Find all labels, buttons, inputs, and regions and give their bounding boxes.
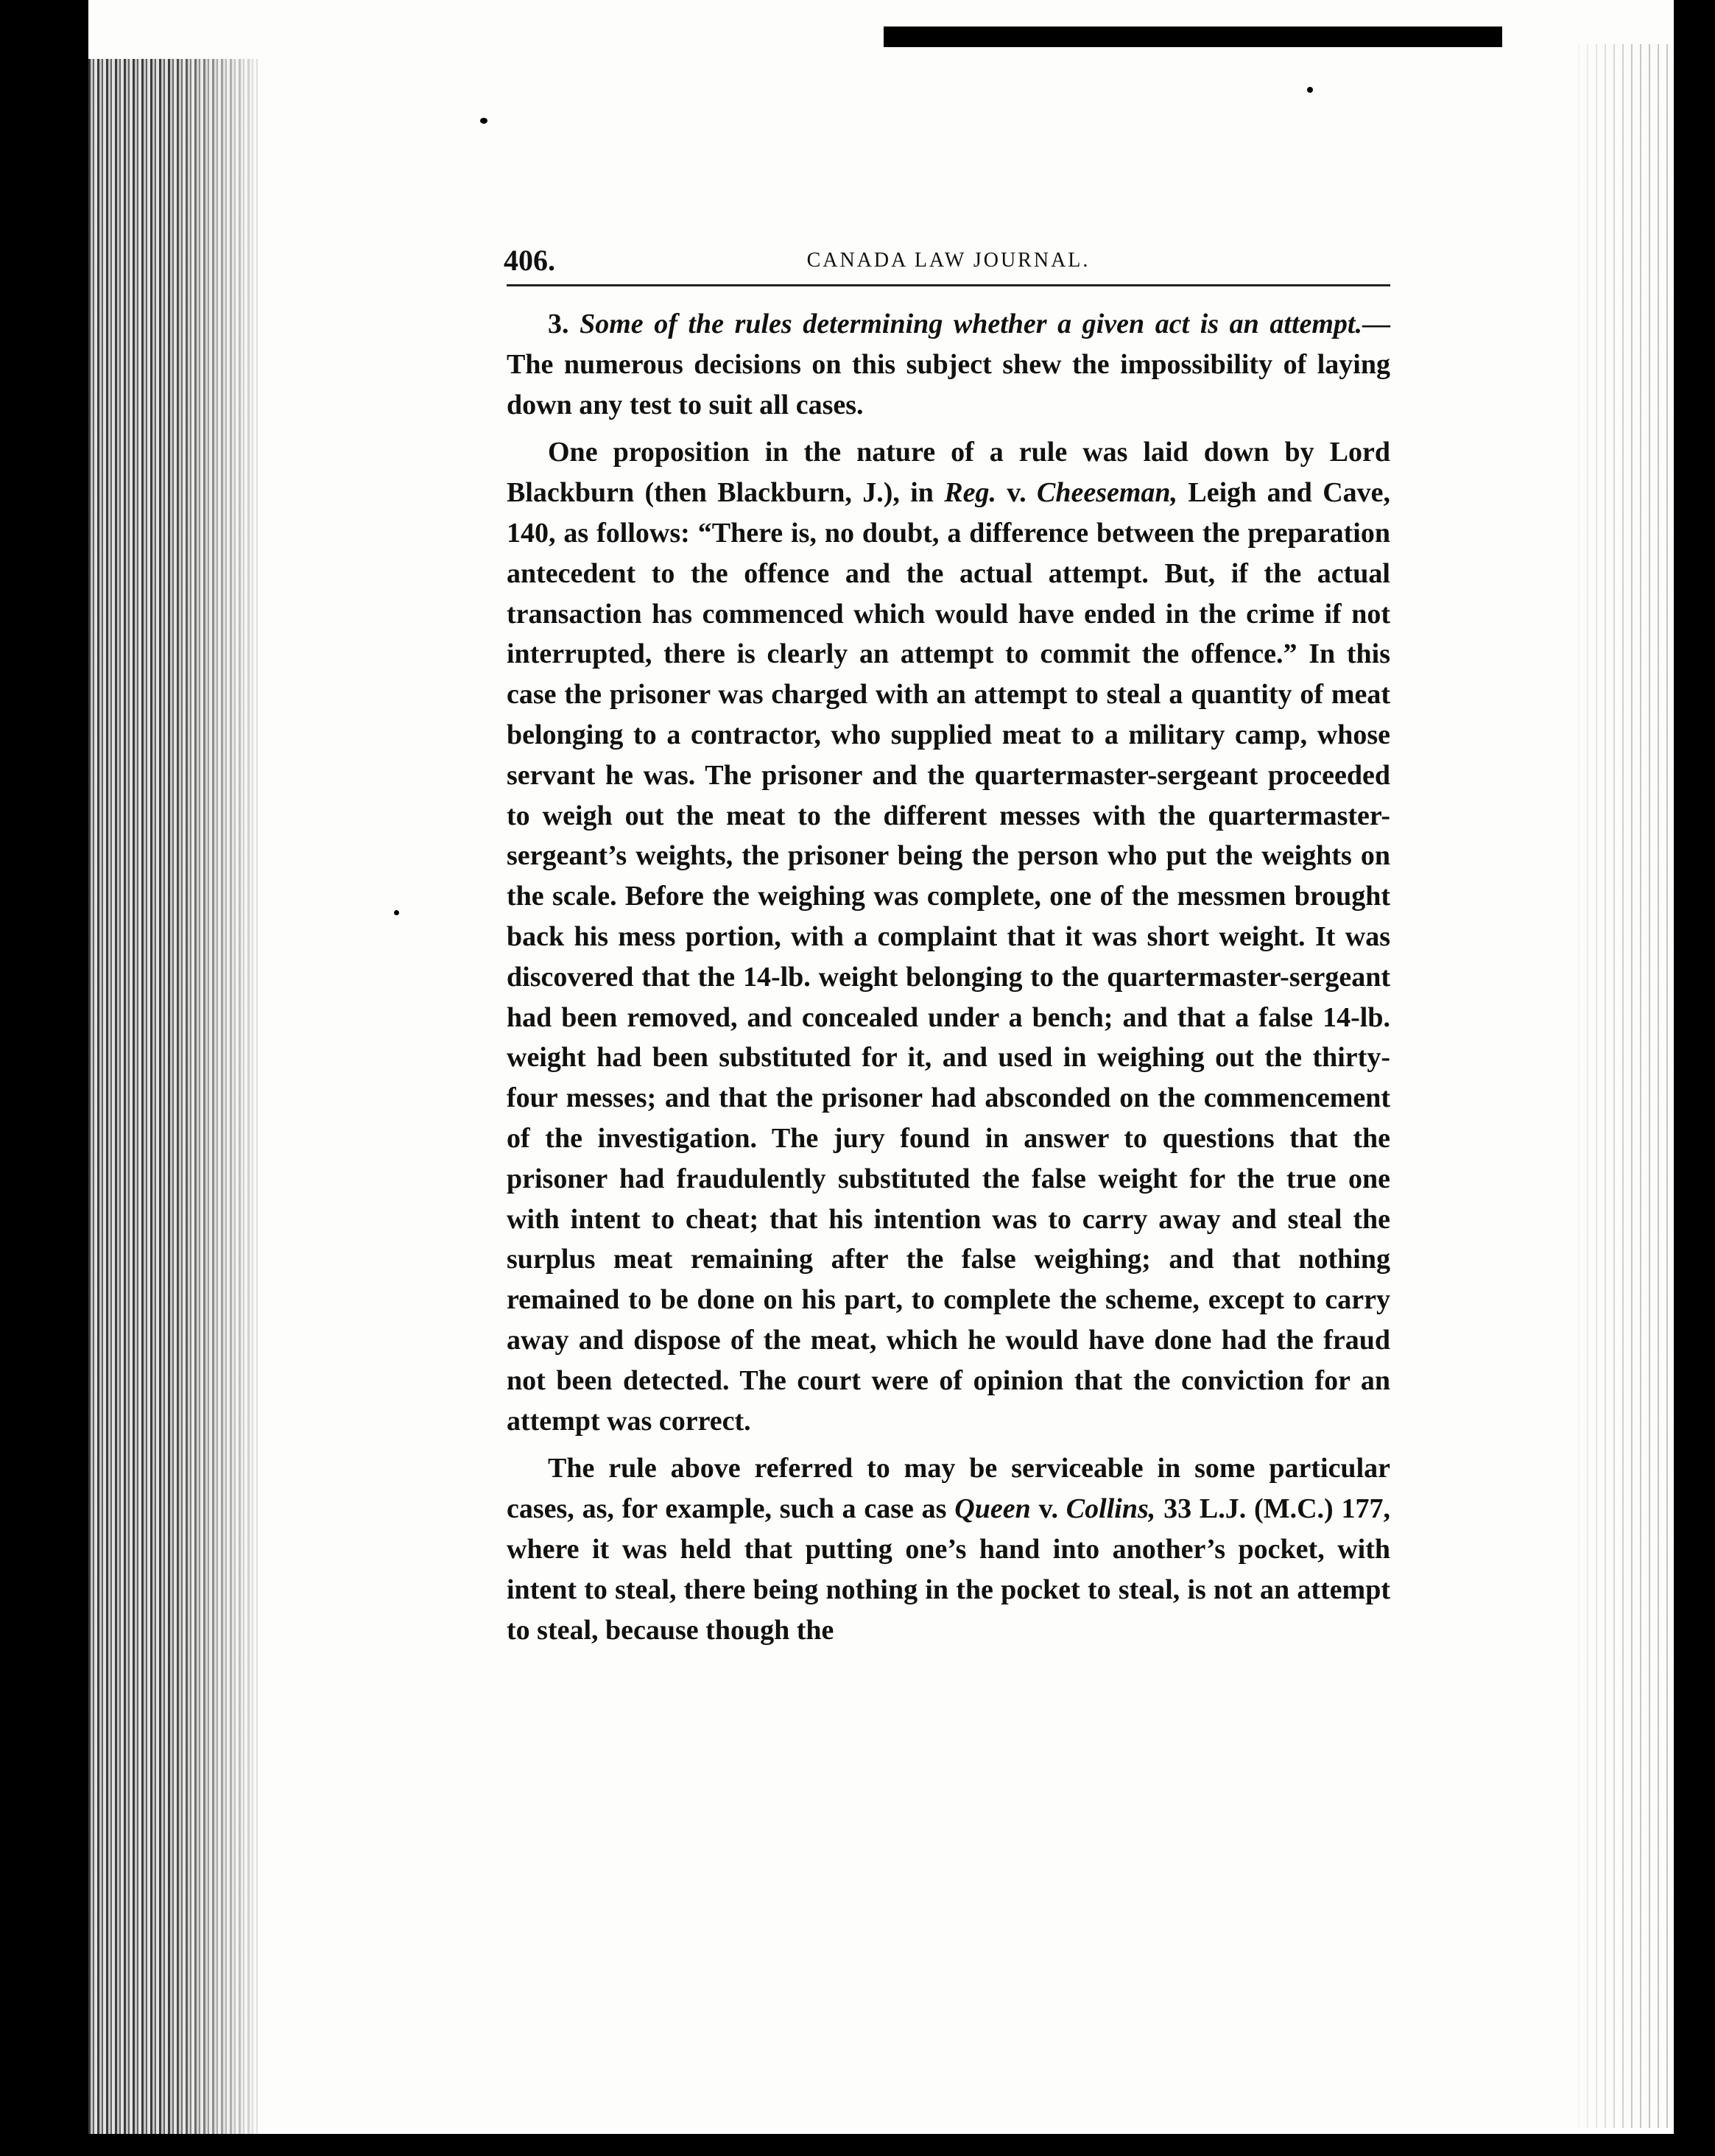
binding-shadow-left bbox=[0, 0, 88, 2156]
running-head bbox=[504, 243, 1390, 286]
scan-edge-bottom bbox=[88, 2134, 1674, 2156]
scan-edge-top bbox=[884, 27, 1502, 47]
page-content bbox=[504, 243, 1390, 1657]
paragraph-collins bbox=[507, 1448, 1390, 1650]
journal-title: CANADA LAW JOURNAL. bbox=[806, 249, 1091, 272]
adjacent-page-fade bbox=[1568, 44, 1634, 2128]
page-number: 406. bbox=[504, 244, 555, 277]
section-number: 3. bbox=[548, 309, 569, 339]
section-heading: Some of the rules determining whether a given act is an bbox=[580, 309, 1259, 339]
body-text bbox=[507, 304, 1390, 1650]
section-intro: —The numerous decisions on this subject shew the impossibility of laying down any test to suit all cases. bbox=[507, 309, 1390, 420]
paragraph-text: 33 L.J. (M.C.) 177, where it was held that putting one’s hand into another’s pocket, with intent to steal, there being nothing in the pocket to steal, is not an attempt to steal, because though the bbox=[507, 1493, 1390, 1646]
case-name-cheeseman: Cheeseman, bbox=[1037, 477, 1178, 509]
scan-edge-right bbox=[1674, 0, 1715, 2156]
gutter-fade bbox=[169, 59, 272, 2156]
versus: v. bbox=[1030, 1493, 1066, 1525]
paragraph-text: The rule above referred to may be serviceable in some particular cases, as, for example, such a case as bbox=[507, 1453, 1390, 1525]
case-name-reg: Reg. bbox=[944, 477, 996, 509]
section-heading-end: attempt. bbox=[1269, 309, 1362, 339]
paragraph-text: Leigh and Cave, 140, as follows: “There is, no doubt, a difference between the preparation antecedent to the offence and the actual attempt. But, if the actual transaction has commenced which would have ended in the crime if not interrupted, there is clearly an attempt to commit the offence.” In this case the prisoner was charged with an attempt to steal a quantity of meat belonging to a contractor, who supplied meat to a military camp, whose servant he was. The prisoner and the quartermaster-sergeant proceeded to weigh out the meat to the different messes with the quartermaster-sergeant’s weights, the prisoner being the person who put the weights on the scale. Before the weighing was complete, one of the messmen brought back his mess portion, with a complaint that it was short weight. It was discovered that the 14-lb. weight belonging to the quartermaster-sergeant had been removed, and concealed under a bench; and that a false 14-lb. weight had been substituted for it, and used in weighing out the thirty-four messes; and that the prisoner had absconded on the commencement of the investigation. The jury found in answer to questions that the prisoner had fraudulently substituted the false weight for the true one with intent to cheat; that his intention was to carry away and steal the surplus meat remaining after the false weighing; and that nothing remained to be done on his part, to complete the scheme, except to carry away and dispose of the meat, which he would have done had the fraud not been detected. The court were of opinion that the conviction for an attempt was correct. bbox=[507, 477, 1390, 1437]
ink-speck bbox=[480, 118, 487, 124]
versus: v. bbox=[996, 477, 1037, 509]
case-name-collins: Collins, bbox=[1066, 1493, 1156, 1525]
ink-speck bbox=[1307, 87, 1313, 93]
paragraph-cheeseman bbox=[507, 432, 1390, 1441]
paragraph-text: One proposition in the nature of a rule was laid down by Lord Blackburn (then Blackburn, J.), in bbox=[507, 437, 1390, 509]
ink-speck bbox=[394, 910, 399, 915]
section-paragraph bbox=[507, 304, 1390, 425]
case-name-queen: Queen bbox=[954, 1493, 1031, 1525]
